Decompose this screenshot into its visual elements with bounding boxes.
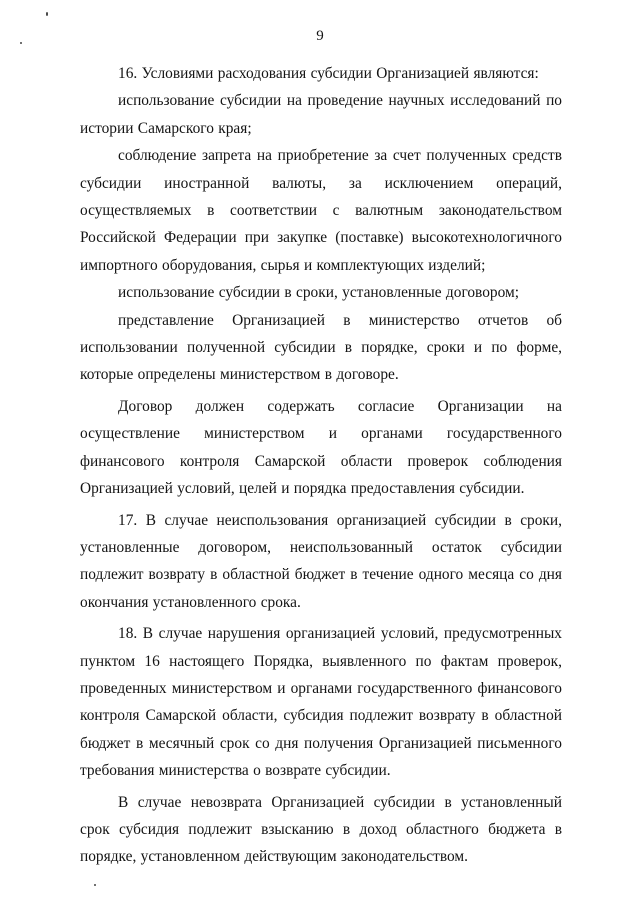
paragraph-currency-ban: соблюдение запрета на приобретение за счет полученных средств субсидии иностранной валюты, за исключением операций, осуществляемых в соответствии с валютным законодательством Российской Федерации при закупке (поставке) высокотехнологичного импортного оборудования, сырья и комплектующих изделий; bbox=[80, 147, 562, 274]
paragraph-recovery: В случае невозврата Организацией субсидии в установленный срок субсидия подлежит взысканию в доход областного бюджета в порядке, установленном действующим законодательством. bbox=[80, 793, 562, 866]
paragraph-17-unused-balance: 17. В случае неиспользования организацией субсидии в сроки, установленные договором, неиспользованный остаток субсидии подлежит возврату в областной бюджет в течение одного месяца со дня окончания установленного срока. bbox=[80, 511, 562, 611]
scan-speck bbox=[46, 12, 48, 16]
page-number: 9 bbox=[316, 28, 324, 44]
paragraph-terms-use: использование субсидии в сроки, установленные договором; bbox=[118, 284, 520, 302]
document-body bbox=[80, 60, 562, 871]
paragraph-16-conditions: 16. Условиями расходования субсидии Организацией являются: bbox=[118, 65, 539, 82]
paragraph-research-use: использование субсидии на проведение научных исследований по истории Самарского края; bbox=[80, 92, 562, 137]
scan-speck bbox=[94, 884, 96, 886]
paragraph-contract-consent: Договор должен содержать согласие Организации на осуществление министерством и органами государственного финансового контроля Самарской области проверок соблюдения Организацией условий, целей и порядка предоставления субсидии. bbox=[80, 397, 562, 498]
paragraph-reports: представление Организацией в министерство отчетов об использовании полученной субсидии в порядке, сроки и по форме, которые определены министерством в договоре. bbox=[80, 311, 562, 384]
paragraph-18-violation: 18. В случае нарушения организацией условий, предусмотренных пунктом 16 настоящего Порядка, выявленного по фактам проверок, проведенных министерством и органами государственного финансового контроля Самарской области, субсидия подлежит возврату в областной бюджет в месячный срок со дня получения Организацией письменного требования министерства о возврате субсидии. bbox=[80, 625, 562, 780]
